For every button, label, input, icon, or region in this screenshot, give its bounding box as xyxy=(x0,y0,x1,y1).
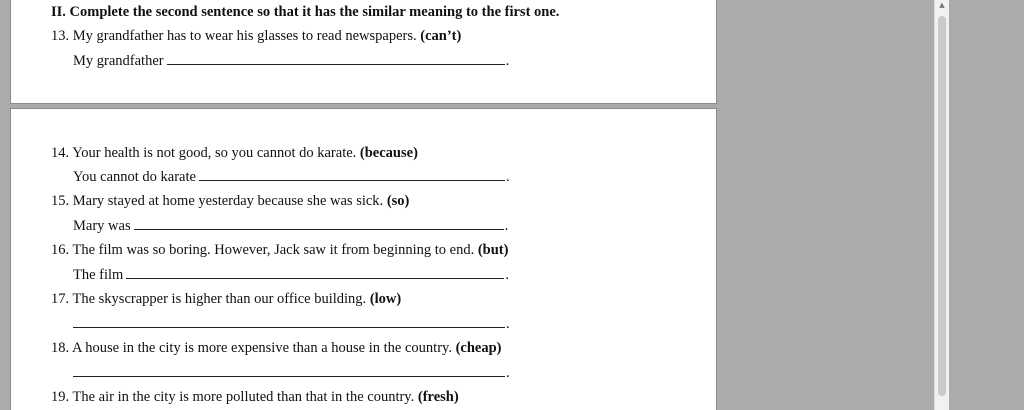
answer-line-14 xyxy=(73,168,510,186)
question-number: 18. xyxy=(51,340,70,356)
answer-end: . xyxy=(505,169,510,185)
question-prompt: The air in the city is more polluted than that in the country. xyxy=(72,389,415,405)
question-prompt: My grandfather has to wear his glasses to read newspapers. xyxy=(72,28,417,44)
question-prompt: The skyscrapper is higher than our office building. xyxy=(72,291,367,307)
question-cue: (fresh) xyxy=(417,389,459,405)
question-cue: (can’t) xyxy=(420,28,462,44)
vertical-scrollbar[interactable] xyxy=(934,0,949,410)
answer-blank[interactable] xyxy=(73,315,505,328)
answer-line-13 xyxy=(73,52,509,70)
answer-line-18 xyxy=(73,364,510,382)
answer-line-15 xyxy=(73,217,508,235)
question-19 xyxy=(51,388,459,406)
section-heading: II. Complete the second sentence so that it has the similar meaning to the first one. xyxy=(51,4,560,20)
question-cue: (low) xyxy=(369,291,402,307)
answer-blank[interactable] xyxy=(167,52,505,65)
answer-end: . xyxy=(506,316,510,332)
question-number: 17. xyxy=(51,291,70,307)
question-cue: (cheap) xyxy=(455,340,502,356)
question-number: 16. xyxy=(51,242,70,258)
question-prompt: Your health is not good, so you cannot do karate. xyxy=(72,145,357,161)
question-14 xyxy=(51,144,418,162)
question-cue: (but) xyxy=(477,242,509,258)
question-cue: (because) xyxy=(359,145,418,161)
answer-end: . xyxy=(505,53,510,69)
question-16 xyxy=(51,241,508,259)
question-prompt: A house in the city is more expensive than a house in the country. xyxy=(71,340,452,356)
answer-start: The film xyxy=(73,267,124,283)
question-number: 15. xyxy=(51,193,70,209)
answer-end: . xyxy=(506,365,510,381)
answer-end: . xyxy=(505,267,509,283)
question-number: 14. xyxy=(51,145,70,161)
answer-line-17 xyxy=(73,315,510,333)
answer-blank[interactable] xyxy=(126,266,504,279)
question-prompt: Mary stayed at home yesterday because she was sick. xyxy=(72,193,384,209)
answer-blank[interactable] xyxy=(134,217,504,230)
scrollbar-thumb[interactable] xyxy=(938,16,946,396)
answer-line-16 xyxy=(73,266,509,284)
question-number: 19. xyxy=(51,389,70,405)
question-13 xyxy=(51,27,461,45)
question-17 xyxy=(51,290,401,308)
answer-blank[interactable] xyxy=(199,168,505,181)
answer-start: Mary was xyxy=(73,218,131,234)
document-page-2 xyxy=(10,108,717,410)
question-prompt: The film was so boring. However, Jack saw it from beginning to end. xyxy=(72,242,475,258)
answer-blank[interactable] xyxy=(73,364,505,377)
question-cue: (so) xyxy=(386,193,410,209)
answer-start: My grandfather xyxy=(73,53,164,69)
question-18 xyxy=(51,339,502,357)
question-15 xyxy=(51,192,409,210)
answer-end: . xyxy=(504,218,509,234)
scroll-up-arrow-icon[interactable]: ▲ xyxy=(939,1,945,9)
document-page-1 xyxy=(10,0,717,104)
answer-start: You cannot do karate xyxy=(73,169,196,185)
question-number: 13. xyxy=(51,28,70,44)
